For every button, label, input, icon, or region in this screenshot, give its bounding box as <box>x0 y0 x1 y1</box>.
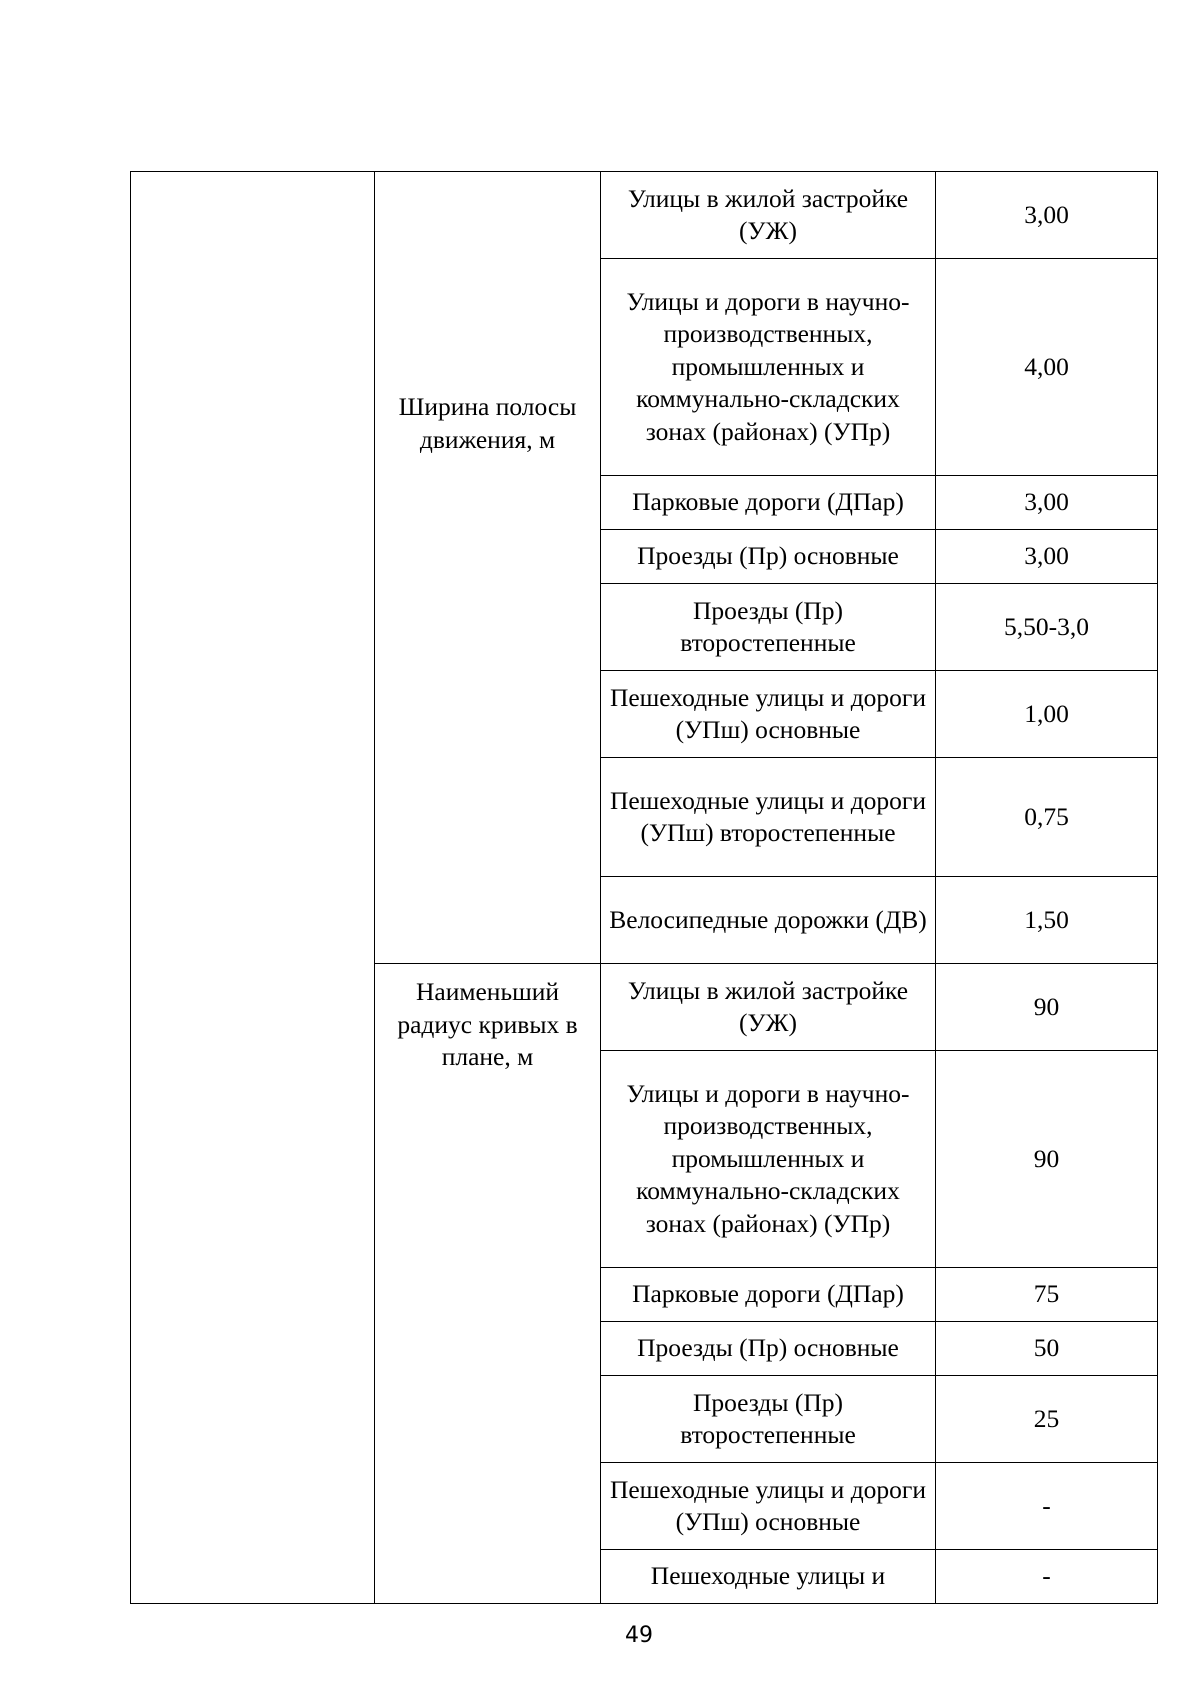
road-type-cell: Парковые дороги (ДПар) <box>601 476 936 530</box>
value-cell: 0,75 <box>936 758 1158 877</box>
parameter-cell-curve-radius: Наименьший радиус кривых в плане, м <box>375 964 601 1604</box>
value-cell: - <box>936 1463 1158 1550</box>
road-type-cell: Пешеходные улицы и дороги (УПш) основные <box>601 671 936 758</box>
value-cell: 25 <box>936 1376 1158 1463</box>
road-type-cell: Пешеходные улицы и <box>601 1550 936 1604</box>
road-type-cell: Пешеходные улицы и дороги (УПш) второстепенные <box>601 758 936 877</box>
road-type-cell: Парковые дороги (ДПар) <box>601 1268 936 1322</box>
road-type-cell: Проезды (Пр) второстепенные <box>601 584 936 671</box>
road-type-cell: Улицы в жилой застройке (УЖ) <box>601 964 936 1051</box>
road-type-cell: Проезды (Пр) второстепенные <box>601 1376 936 1463</box>
parameter-label: Ширина полосы движения, м <box>398 392 577 454</box>
road-type-cell: Проезды (Пр) основные <box>601 530 936 584</box>
value-cell: 3,00 <box>936 172 1158 259</box>
road-type-cell: Улицы и дороги в научно-производственных, промышленных и коммунально-складских зонах (районах) (УПр) <box>601 1051 936 1268</box>
empty-first-column-cell <box>131 172 375 1604</box>
value-cell: 5,50-3,0 <box>936 584 1158 671</box>
value-cell: 4,00 <box>936 259 1158 476</box>
value-cell: 90 <box>936 964 1158 1051</box>
road-type-cell: Пешеходные улицы и дороги (УПш) основные <box>601 1463 936 1550</box>
value-cell: 90 <box>936 1051 1158 1268</box>
table-row <box>131 172 1158 259</box>
road-type-cell: Проезды (Пр) основные <box>601 1322 936 1376</box>
value-cell: 3,00 <box>936 476 1158 530</box>
page-number: 49 <box>625 1623 653 1648</box>
value-cell: 75 <box>936 1268 1158 1322</box>
road-type-cell: Велосипедные дорожки (ДВ) <box>601 877 936 964</box>
value-cell: - <box>936 1550 1158 1604</box>
road-type-cell: Улицы и дороги в научно-производственных, промышленных и коммунально-складских зонах (районах) (УПр) <box>601 259 936 476</box>
parameter-cell-lane-width <box>375 172 601 964</box>
road-type-cell: Улицы в жилой застройке (УЖ) <box>601 172 936 259</box>
road-parameters-table <box>130 171 1158 1604</box>
value-cell: 1,50 <box>936 877 1158 964</box>
value-cell: 3,00 <box>936 530 1158 584</box>
value-cell: 50 <box>936 1322 1158 1376</box>
value-cell: 1,00 <box>936 671 1158 758</box>
